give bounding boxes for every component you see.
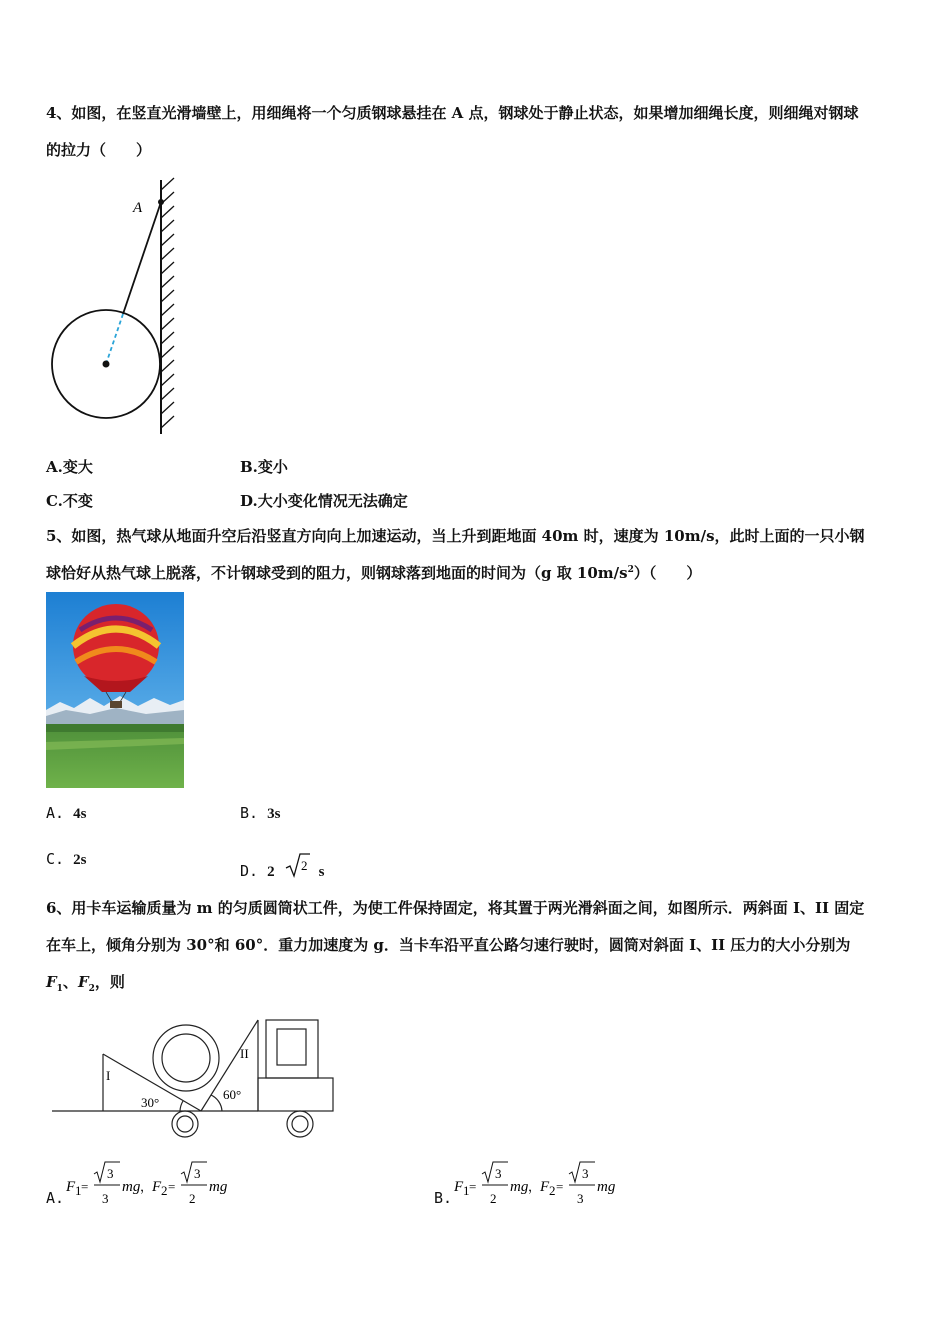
- q6-angle-30-label: 30°: [141, 1095, 160, 1110]
- q6-angle-60-label: 60°: [223, 1087, 242, 1102]
- q5-option-d-letter: D.: [240, 862, 259, 880]
- q6-b-root2: 3: [582, 1166, 589, 1181]
- q5-option-b-value: 3s: [267, 806, 281, 822]
- q4-text-line1: 4、如图，在竖直光滑墙壁上，用细绳将一个匀质钢球悬挂在 A 点，钢球处于静止状态，如果增加细绳长度，则细绳对钢球: [46, 104, 859, 122]
- q6-b-s2: 2: [549, 1183, 556, 1198]
- q5-option-b-letter: B.: [240, 804, 259, 822]
- q6-a-eq2: =: [168, 1179, 176, 1194]
- q6-a-eq1: =: [81, 1179, 89, 1194]
- q6-option-b-formula[interactable]: [452, 1158, 632, 1210]
- q6-b-s1: 1: [463, 1183, 470, 1198]
- q6-f1-subscript: 1: [56, 984, 63, 994]
- q4-option-b[interactable]: B.变小: [240, 458, 288, 476]
- q6-option-a-letter[interactable]: A.: [46, 1189, 65, 1207]
- q6-a-s1: 1: [75, 1183, 82, 1198]
- q6-a-den2: 2: [189, 1191, 196, 1206]
- q6-a-root1: 3: [107, 1166, 114, 1181]
- q6-b-mg1: mg: [510, 1179, 529, 1195]
- q6-a-den1: 3: [102, 1191, 109, 1206]
- q5-option-a-value: 4s: [73, 806, 87, 822]
- q6-a-comma: ，: [140, 1179, 154, 1194]
- q5-option-d-radicand: 2: [300, 858, 308, 873]
- q4-option-a[interactable]: A.变大: [46, 458, 93, 476]
- q4-option-d[interactable]: D.大小变化情况无法确定: [240, 492, 408, 510]
- q5-option-a-letter: A.: [46, 804, 65, 822]
- q4-option-c[interactable]: C.不变: [46, 492, 93, 510]
- q6-f2-symbol: F: [77, 973, 89, 991]
- q6-b-mg2: mg: [597, 1179, 616, 1195]
- q6-a-mg2: mg: [209, 1179, 228, 1195]
- q6-label-slope-2: II: [240, 1046, 249, 1061]
- q6-b-den2: 3: [577, 1191, 584, 1206]
- q5-text-line1: 5、如图，热气球从地面升空后沿竖直方向向上加速运动，当上升到距地面 40m 时，速度为 10m/s，此时上面的一只小钢: [46, 527, 865, 545]
- q4-point-a-label: A: [133, 200, 143, 216]
- q6-b-f1: F: [454, 1179, 464, 1195]
- q6-a-f2: F: [152, 1179, 162, 1195]
- q6-b-comma: ，: [528, 1179, 542, 1194]
- q5-option-d-coefficient: 2: [267, 864, 275, 880]
- q6-b-f2: F: [540, 1179, 550, 1195]
- q6-text-line3-end: ，则: [94, 973, 125, 991]
- q4-text-line2: 的拉力（ ）: [46, 141, 152, 159]
- q5-option-c-value: 2s: [73, 852, 87, 868]
- q6-label-slope-1: I: [106, 1068, 111, 1083]
- q6-a-mg1: mg: [122, 1179, 141, 1195]
- q6-a-f1: F: [66, 1179, 76, 1195]
- q5-text-line2-sup: 2: [627, 565, 634, 575]
- q6-f2-subscript: 2: [88, 984, 95, 994]
- q6-option-b-letter[interactable]: B.: [434, 1189, 453, 1207]
- q6-b-root1: 3: [495, 1166, 502, 1181]
- q6-option-a-formula[interactable]: [64, 1158, 244, 1210]
- q6-a-s2: 2: [161, 1183, 168, 1198]
- q5-text-line2-end: ）（ ）: [633, 564, 702, 582]
- q5-text-line2-main: 球恰好从热气球上脱落，不计钢球受到的阻力，则钢球落到地面的时间为（g 取 10m/s: [46, 564, 628, 582]
- q6-f1-symbol: F: [46, 973, 57, 991]
- q6-a-root2: 3: [194, 1166, 201, 1181]
- q6-b-eq1: =: [469, 1179, 477, 1194]
- q5-option-c-letter: C.: [46, 850, 65, 868]
- q6-separator: 、: [62, 973, 78, 991]
- q6-b-eq2: =: [556, 1179, 564, 1194]
- q6-text-line1: 6、用卡车运输质量为 m 的匀质圆筒状工件，为使工件保持固定，将其置于两光滑斜面之间，如图所示．两斜面 I、II 固定: [46, 899, 865, 917]
- q6-text-line2: 在车上，倾角分别为 30°和 60°．重力加速度为 g．当卡车沿平直公路匀速行驶时，圆筒对斜面 I、II 压力的大小分别为: [46, 936, 851, 954]
- q5-option-d-unit: s: [318, 864, 325, 880]
- q6-b-den1: 2: [490, 1191, 497, 1206]
